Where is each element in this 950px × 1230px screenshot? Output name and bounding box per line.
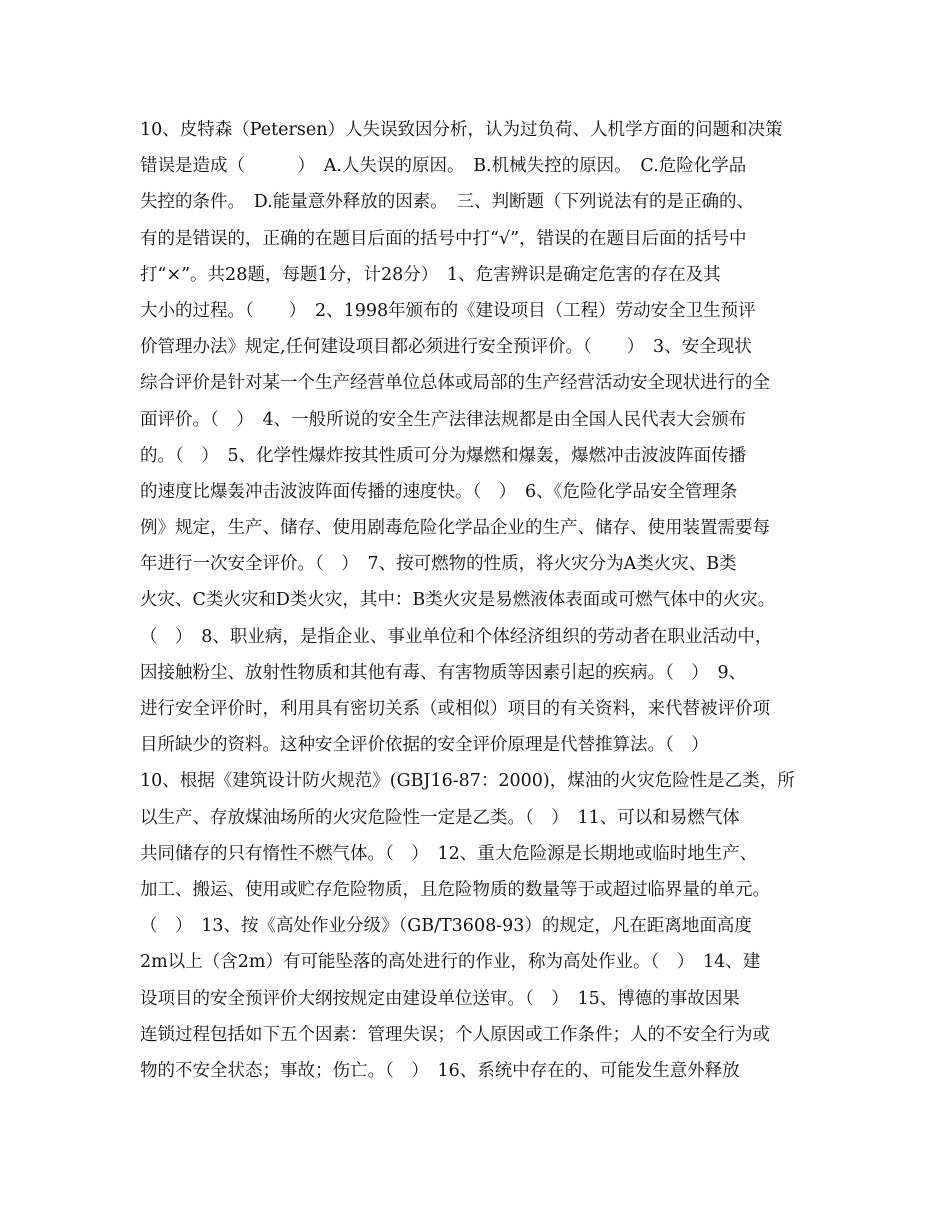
text-line: 的速度比爆轰冲击波波阵面传播的速度快。（ ） 6、《危险化学品安全管理条 xyxy=(140,481,738,502)
text-line: 以生产、存放煤油场所的火灾危险性一定是乙类。（ ） 11、可以和易燃气体 xyxy=(140,807,740,828)
text-line: 失控的条件。 D.能量意外释放的因素。 三、判断题（下列说法有的是正确的、 xyxy=(140,192,754,213)
document-body xyxy=(140,112,820,1089)
text-line: 火灾、C类火灾和D类火灾，其中：B类火灾是易燃液体表面或可燃气体中的火灾。 xyxy=(140,590,776,611)
text-line: 综合评价是针对某一个生产经营单位总体或局部的生产经营活动安全现状进行的全 xyxy=(140,373,770,394)
text-line: 设项目的安全预评价大纲按规定由建设单位送审。（ ） 15、博德的事故因果 xyxy=(140,988,740,1009)
text-line: 2m以上（含2m）有可能坠落的高处进行的作业，称为高处作业。（ ） 14、建 xyxy=(140,952,761,973)
text-line: 连锁过程包括如下五个因素：管理失误；个人原因或工作条件；人的不安全行为或 xyxy=(140,1024,770,1045)
text-line: 有的是错误的，正确的在题目后面的括号中打“√”，错误的在题目后面的括号中 xyxy=(140,228,747,249)
text-line: 例》规定，生产、储存、使用剧毒危险化学品企业的生产、储存、使用装置需要每 xyxy=(140,518,770,539)
text-line: 加工、搬运、使用或贮存危险物质，且危险物质的数量等于或超过临界量的单元。 xyxy=(140,879,770,900)
text-line: 10、皮特森（Petersen）人失误致因分析，认为过负荷、人机学方面的问题和决策 xyxy=(140,120,783,140)
text-line: 价管理办法》规定,任何建设项目都必须进行安全预评价。（ ） 3、安全现状 xyxy=(140,337,752,358)
text-line: 因接触粉尘、放射性物质和其他有毒、有害物质等因素引起的疾病。（ ） 9、 xyxy=(140,662,747,683)
text-line: 10、根据《建筑设计防火规范》(GBJ16-87：2000)，煤油的火灾危险性是乙类，所 xyxy=(140,771,795,792)
text-line: 错误是造成（ ） A.人失误的原因。 B.机械失控的原因。 C.危险化学品 xyxy=(140,156,747,177)
text-line: 大小的过程。（ ） 2、1998年颁布的《建设项目（工程）劳动安全卫生预评 xyxy=(140,300,756,321)
text-line: 共同储存的只有惰性不燃气体。（ ） 12、重大危险源是长期地或临时地生产、 xyxy=(140,843,758,864)
text-line: （ ） 8、职业病，是指企业、事业单位和个体经济组织的劳动者在职业活动中， xyxy=(140,626,773,647)
text-line: 目所缺少的资料。这种安全评价依据的安全评价原理是代替推算法。（ ） xyxy=(140,735,709,756)
text-line: 面评价。（ ） 4、一般所说的安全生产法律法规都是由全国人民代表大会颁布 xyxy=(140,409,747,430)
text-line: 物的不安全状态；事故；伤亡。（ ） 16、系统中存在的、可能发生意外释放 xyxy=(140,1060,740,1081)
text-line: （ ） 13、按《高处作业分级》（GB/T3608-93）的规定，凡在距离地面高度 xyxy=(140,916,752,937)
text-line: 的。（ ） 5、化学性爆炸按其性质可分为爆燃和爆轰，爆燃冲击波波阵面传播 xyxy=(140,445,747,466)
text-line: 进行安全评价时，利用具有密切关系（或相似）项目的有关资料，来代替被评价项 xyxy=(140,699,770,719)
text-line: 年进行一次安全评价。（ ） 7、按可燃物的性质，将火灾分为A类火灾、B类 xyxy=(140,554,737,575)
text-line: 打“×”。共28题，每题1分，计28分） 1、危害辨识是确定危害的存在及其 xyxy=(140,264,721,285)
